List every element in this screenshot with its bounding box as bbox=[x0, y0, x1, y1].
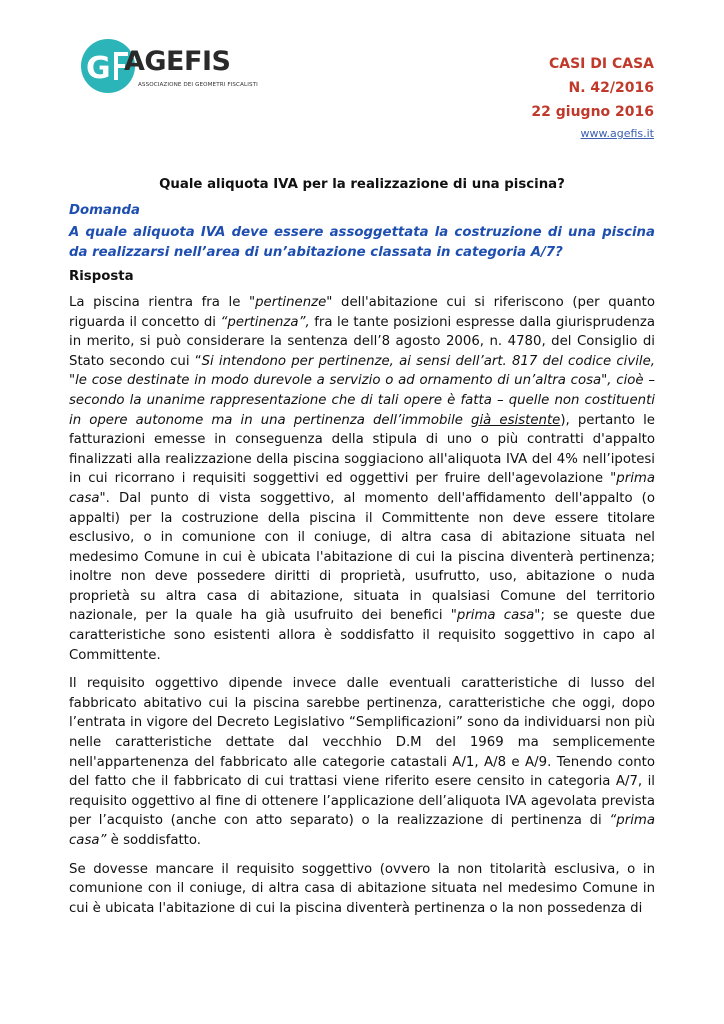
answer-paragraph-3: Se dovesse mancare il requisito soggettivo (ovvero la non titolarità esclusiva, o in comunione con il coniuge, di altra casa di abitazione situata nel medesimo Comune in cui è ubicata l'abitazione di cui la piscina diventerà pertinenza o la non possedenza di bbox=[69, 861, 655, 916]
logo-subtitle: ASSOCIAZIONE DEI GEOMETRI FISCALISTI bbox=[138, 82, 258, 88]
logo-wordmark: AGEFIS bbox=[124, 46, 231, 77]
issue-number: N. 42/2016 bbox=[568, 80, 654, 96]
answer-paragraph-2: Il requisito oggettivo dipende invece dalle eventuali caratteristiche di lusso del fabbricato abitativo cui la piscina sarebbe pertinenza, caratteristiche che oggi, dopo l’entrata in vigore del Decreto Legislativo “Semplificazioni” sono da individuarsi non più nelle caratteristiche dettate dal vecchhio D.M del 1969 ma semplicemente nell'appartenenza del fabbricato alle categorie catastali A/1, A/8 e A/9. Tenendo conto del fatto che il fabbricato di cui trattasi viene riferito esere censito in categoria A/7, il requisito oggettivo al fine di ottenere l’applicazione dell’aliquota IVA agevolata prevista per l’acquisto (anche con atto separato) o la realizzazione di pertinenza di “prima casa” è soddisfatto. bbox=[69, 676, 655, 848]
svg-text:G: G bbox=[86, 51, 111, 86]
agefis-logo bbox=[80, 38, 258, 94]
issue-date: 22 giugno 2016 bbox=[531, 104, 654, 120]
answer-label: Risposta bbox=[69, 269, 134, 285]
series-name: CASI DI CASA bbox=[548, 56, 654, 72]
question-label: Domanda bbox=[69, 202, 140, 218]
website-link[interactable]: www.agefis.it bbox=[580, 127, 654, 140]
document-body bbox=[69, 175, 655, 927]
document-title: Quale aliquota IVA per la realizzazione di una piscina? bbox=[159, 177, 565, 192]
question-text: A quale aliquota IVA deve essere assoggettata la costruzione di una piscina da realizzarsi nell’area di un’abitazione classata in categoria A/7? bbox=[69, 225, 655, 260]
answer-paragraph-1: La piscina rientra fra le "pertinenze" dell'abitazione cui si riferiscono (per quanto riguarda il concetto di “pertinenza”, fra le tante posizioni espresse dalla giurisprudenza in merito, si può considerare la sentenza dell’8 agosto 2006, n. 4780, del Consiglio di Stato secondo cui “Si intendono per pertinenze, ai sensi dell’art. 817 del codice civile, "le cose destinate in modo durevole a servizio o ad ornamento di un’altra cosa", cioè – secondo la unanime rappresentazione che di tali opere è fatta – quelle non costituenti in opere autonome ma in una pertinenza dell’immobile già esistente), pertanto le fatturazioni emesse in conseguenza della stipula di uno o più contratti d'appalto finalizzati alla realizzazione della piscina soggiaciono all'aliquota IVA del 4% nell’ipotesi in cui ricorrano i requisiti soggettivi ed oggettivi per fruire dell'agevolazione "prima casa". Dal punto di vista soggettivo, al momento dell'affidamento dell'appalto (o appalti) per la costruzione della piscina il Committente non deve essere titolare esclusivo, o in comunione con il coniuge, di altra casa di abitazione situata nel medesimo Comune in cui è ubicata l'abitazione di cui la piscina diventerà pertinenza; inoltre non deve possedere diritti di proprietà, usufrutto, uso, abitazione o nuda proprietà su altra casa di abitazione, situata in qualsiasi Comune del territorio nazionale, per la quale ha già usufruito dei benefici "prima casa"; se queste due caratteristiche sono esistenti allora è soddisfatto il requisito soggettivo in capo al Committente. bbox=[69, 294, 656, 663]
document-meta bbox=[531, 52, 654, 144]
